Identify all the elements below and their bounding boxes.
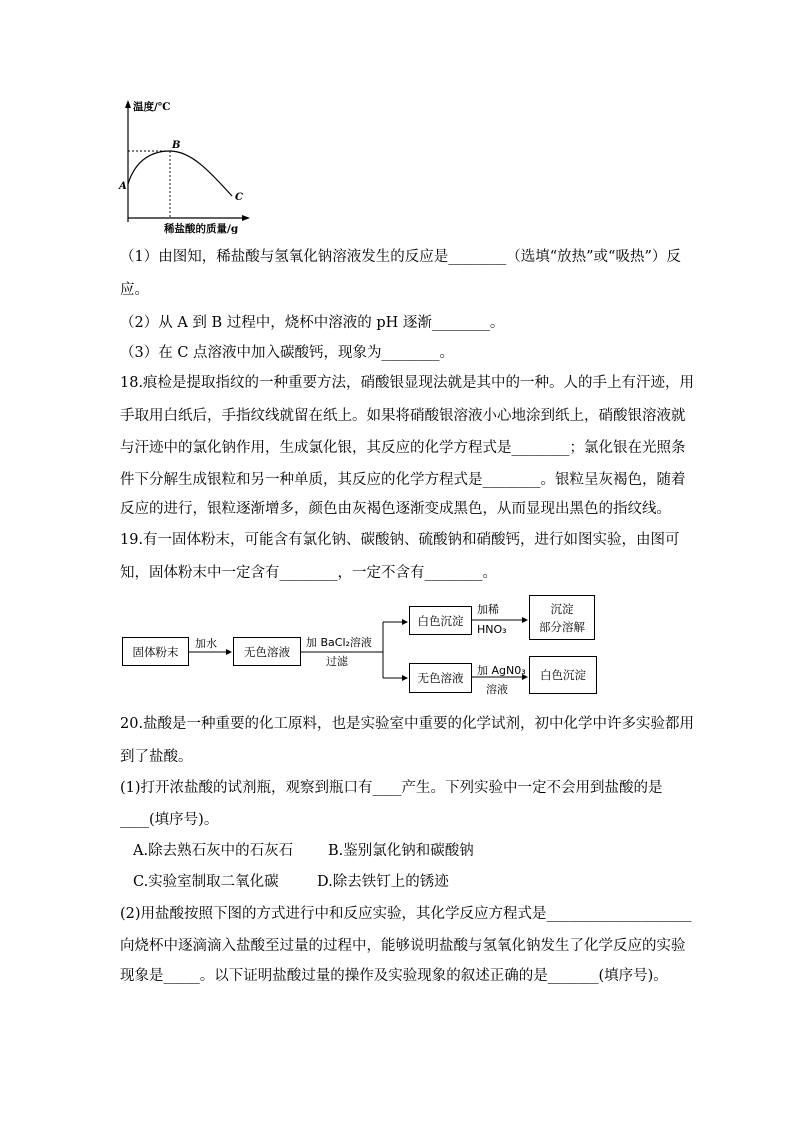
q20-option-a: A.除去熟石灰中的石灰石	[133, 843, 294, 859]
label-filter: 过滤	[326, 655, 348, 668]
y-axis-label: 温度/℃	[133, 101, 171, 113]
q17-part3: （3）在 C 点溶液中加入碳酸钙，现象为________。	[120, 345, 455, 361]
q20-option-d: D.除去铁钉上的锈迹	[317, 874, 449, 890]
q20-line3: (1)打开浓盐酸的试剂瓶，观察到瓶口有____产生。下列实验中一定不会用到盐酸的是	[120, 780, 663, 796]
q18-line3: 与汗迹中的氯化钠作用，生成氯化银，其反应的化学方程式是________；氯化银在光照条	[120, 440, 686, 456]
label-add-bacl2: 加 BaCl₂溶液	[306, 636, 372, 649]
box-solid-powder: 固体粉末	[122, 637, 189, 666]
q17-part2: （2）从 A 到 B 过程中，烧杯中溶液的 pH 逐渐________。	[120, 315, 505, 331]
point-b-label: B	[172, 140, 181, 151]
q20-line5: (2)用盐酸按照下图的方式进行中和反应实验，其化学反应方程式是____________________	[120, 906, 692, 922]
ppt-line2: 部分溶解	[539, 619, 585, 634]
temperature-curve	[128, 151, 232, 196]
q20-option-c: C.实验室制取二氧化碳	[133, 874, 279, 890]
x-axis-label: 稀盐酸的质量/g	[164, 223, 239, 235]
q18-line4: 件下分解生成银粒和另一种单质，其反应的化学方程式是________。银粒呈灰褐色，随着	[120, 472, 686, 488]
label-hno3: HNO₃	[477, 623, 507, 636]
q18-line1: 18.痕检是提取指纹的一种重要方法，硝酸银显现法就是其中的一种。人的手上有汗迹，用	[120, 375, 695, 391]
q19-line2: 知，固体粉末中一定含有________，一定不含有________。	[120, 565, 497, 581]
point-c-label: C	[235, 192, 243, 203]
q17-part1-line1: （1）由图知，稀盐酸与氢氧化钠溶液发生的反应是________（选填“放热”或“吸热”）反	[120, 249, 681, 265]
point-a-label: A	[119, 181, 127, 192]
box-white-precipitate-1: 白色沉淀	[409, 606, 472, 635]
box-precipitate-partial-dissolve	[529, 595, 595, 640]
label-add-dilute: 加稀	[477, 603, 499, 616]
temperature-graph	[112, 96, 262, 236]
y-axis-arrow	[125, 100, 131, 108]
box-white-precipitate-2: 白色沉淀	[529, 656, 597, 694]
box-colorless-solution-1: 无色溶液	[233, 637, 301, 666]
label-solution: 溶液	[486, 683, 508, 696]
ppt-line1: 沉淀	[550, 601, 574, 616]
label-add-agno3: 加 AgN0₃	[477, 664, 526, 677]
q20-line2: 到了盐酸。	[120, 749, 193, 765]
label-add-water: 加水	[195, 637, 217, 650]
box-colorless-solution-2: 无色溶液	[409, 663, 472, 693]
q19-line1: 19.有一固体粉末，可能含有氯化钠、碳酸钠、硫酸钠和硝酸钙，进行如图实验，由图可	[120, 532, 680, 548]
q17-part1-line2: 应。	[120, 282, 149, 298]
x-axis-arrow	[242, 215, 250, 221]
q20-option-b: B.鉴别氯化钠和碳酸钠	[328, 843, 474, 859]
q20-line7: 现象是_____。以下证明盐酸过量的操作及实验现象的叙述正确的是_______(填序号)。	[120, 968, 668, 984]
q20-line6: 向烧杯中逐滴滴入盐酸至过量的过程中，能够说明盐酸与氢氧化钠发生了化学反应的实验	[120, 938, 686, 954]
q18-line5: 反应的进行，银粒逐渐增多，颜色由灰褐色逐渐变成黑色，从而显现出黑色的指纹线。	[120, 501, 671, 517]
q20-line1: 20.盐酸是一种重要的化工原料，也是实验室中重要的化学试剂，初中化学中许多实验都用	[120, 716, 695, 732]
q20-line4: ____(填序号)。	[120, 812, 219, 828]
q18-line2: 手取用白纸后，手指纹线就留在纸上。如果将硝酸银溶液小心地涂到纸上，硝酸银溶液就	[120, 408, 686, 424]
